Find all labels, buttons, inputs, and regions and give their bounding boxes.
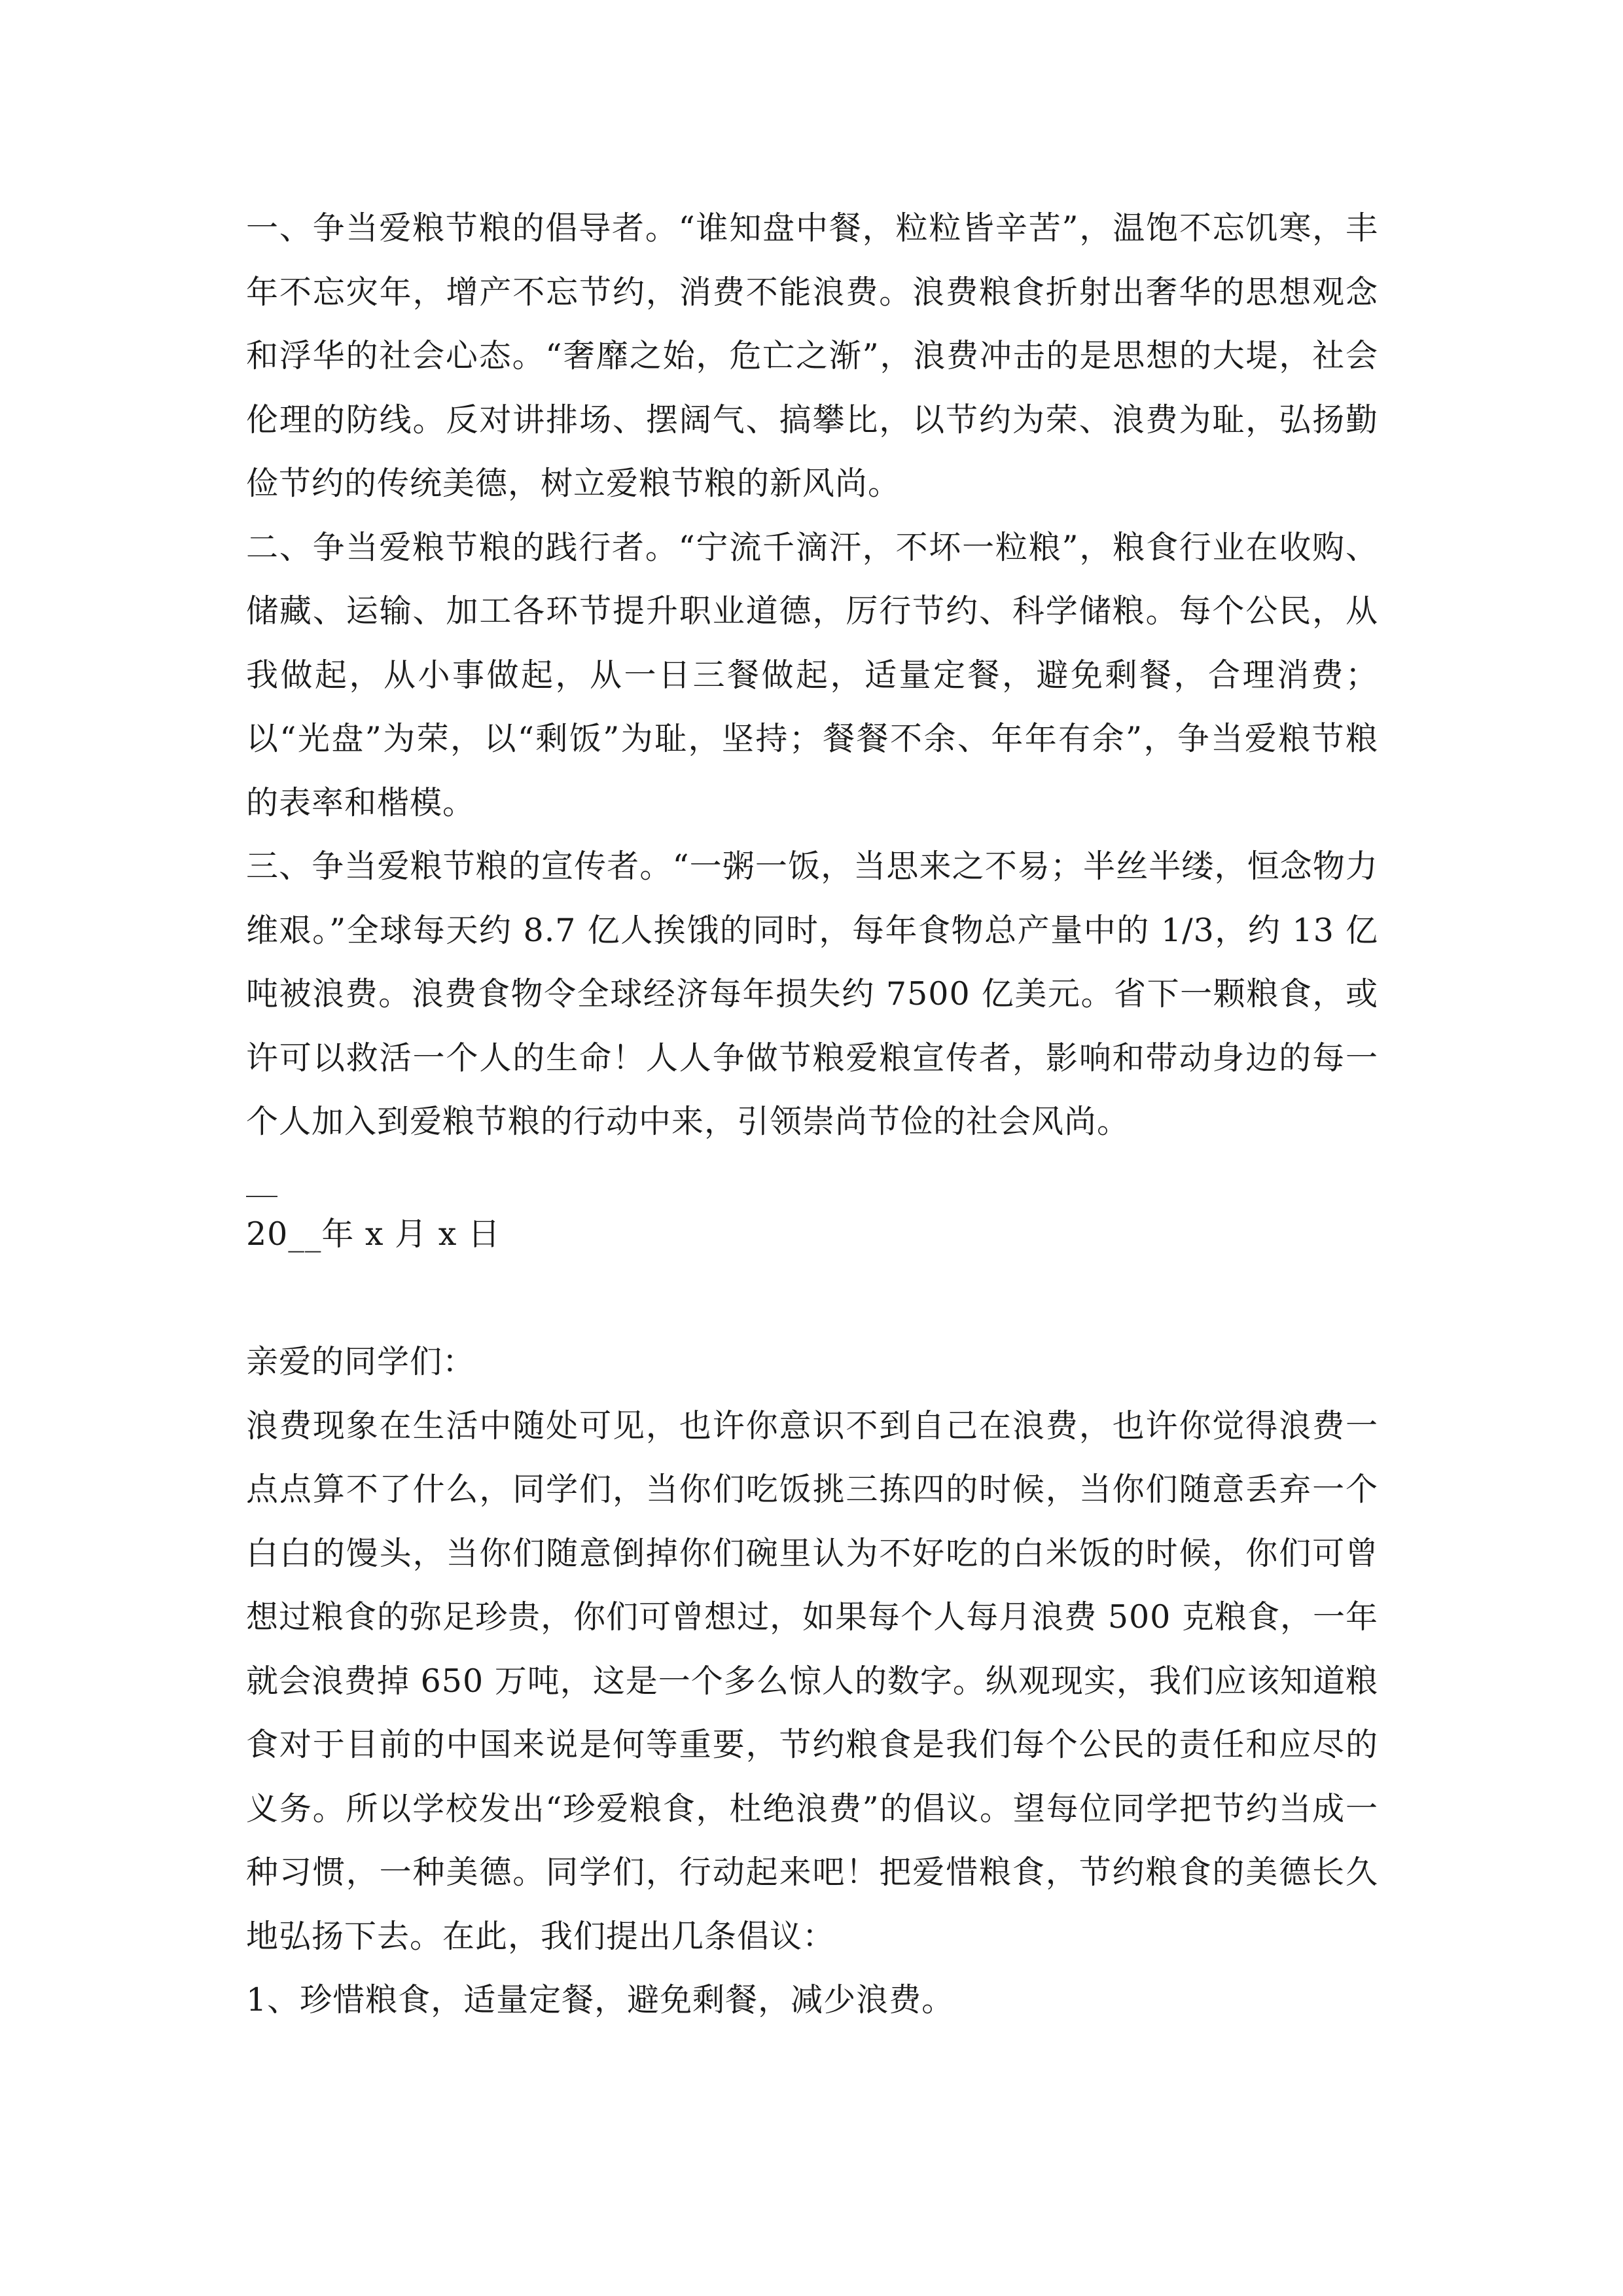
point-one-paragraph: 一、争当爱粮节粮的倡导者。“谁知盘中餐，粒粒皆辛苦”，温饱不忘饥寒，丰年不忘灾年，增产不忘节约，消费不能浪费。浪费粮食折射出奢华的思想观念和浮华的社会心态。“奢靡之始，危亡之渐”，浪费冲击的是思想的大堤，社会伦理的防线。反对讲排场、摆阔气、搞攀比，以节约为荣、浪费为耻，弘扬勤俭节约的传统美德，树立爱粮节粮的新风尚。 bbox=[246, 209, 1378, 502]
document-page bbox=[246, 196, 1378, 2032]
letter-body-paragraph: 浪费现象在生活中随处可见，也许你意识不到自己在浪费，也许你觉得浪费一点点算不了什么，同学们，当你们吃饭挑三拣四的时候，当你们随意丢弃一个白白的馒头，当你们随意倒掉你们碗里认为不好吃的白米饭的时候，你们可曾想过粮食的弥足珍贵，你们可曾想过，如果每个人每月浪费 500 克粮食，一年就会浪费掉 650 万吨，这是一个多么惊人的数字。纵观现实，我们应该知道粮食对于目前的中国来说是何等重要，节约粮食是我们每个公民的责任和应尽的义务。所以学校发出“珍爱粮食，杜绝浪费”的倡议。望每位同学把节约当成一种习惯，一种美德。同学们，行动起来吧！把爱惜粮食，节约粮食的美德长久地弘扬下去。在此，我们提出几条倡议： bbox=[246, 1407, 1378, 1955]
proposal-item-1: 1、珍惜粮食，适量定餐，避免剩餐，减少浪费。 bbox=[246, 1981, 955, 2018]
point-two-paragraph: 二、争当爱粮节粮的践行者。“宁流千滴汗，不坏一粒粮”，粮食行业在收购、储藏、运输、加工各环节提升职业道德，厉行节约、科学储粮。每个公民，从我做起，从小事做起，从一日三餐做起，适量定餐，避免剩餐，合理消费；以“光盘”为荣，以“剩饭”为耻，坚持；餐餐不余、年年有余”，争当爱粮节粮的表率和楷模。 bbox=[246, 528, 1378, 821]
signature-line bbox=[246, 1196, 277, 1197]
section-spacer bbox=[246, 1266, 1378, 1330]
point-three-paragraph: 三、争当爱粮节粮的宣传者。“一粥一饭，当思来之不易；半丝半缕，恒念物力维艰。”全球每天约 8.7 亿人挨饿的同时，每年食物总产量中的 1/3，约 13 亿吨被浪费。浪费食物令全球经济每年损失约 7500 亿美元。省下一颗粮食，或许可以救活一个人的生命！人人争做节粮爱粮宣传者，影响和带动身边的每一个人加入到爱粮节粮的行动中来，引领崇尚节俭的社会风尚。 bbox=[246, 848, 1378, 1140]
document-date: 20__年 x 月 x 日 bbox=[246, 1215, 501, 1253]
letter-salutation: 亲爱的同学们： bbox=[246, 1343, 476, 1380]
